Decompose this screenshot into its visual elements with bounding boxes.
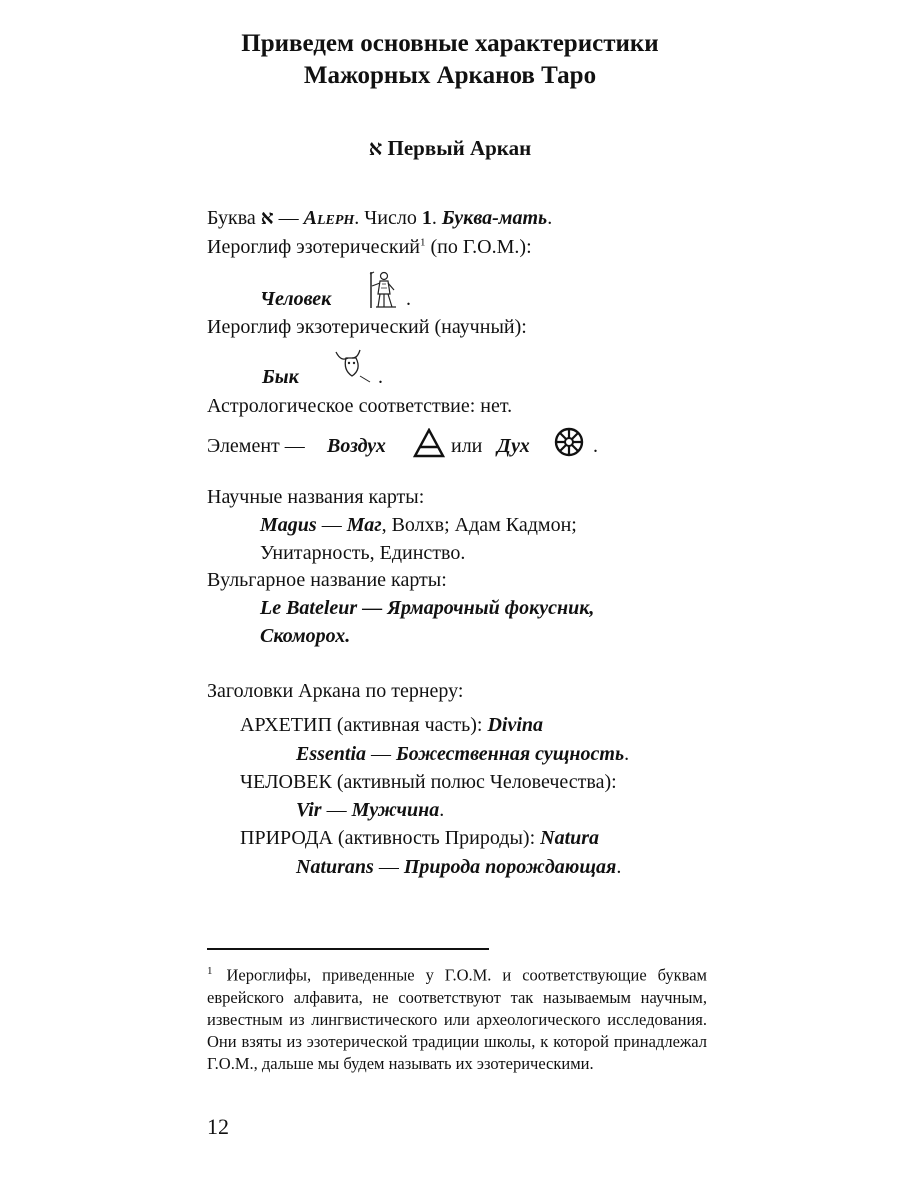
man-dash: — xyxy=(321,799,352,821)
letter-line xyxy=(207,207,552,230)
scientific-names-label: Научные названия карты: xyxy=(207,486,425,508)
scientific-russian: Маг xyxy=(346,514,382,536)
bull-head-icon xyxy=(330,346,374,392)
archetype-line-2 xyxy=(296,743,629,766)
element-prefix: Элемент — xyxy=(207,435,305,457)
scientific-names-line-2: Унитарность, Единство. xyxy=(260,542,466,564)
man-russian: Мужчина xyxy=(351,799,440,821)
mother-letter: Буква-мать xyxy=(441,207,548,229)
page-title-line-1: Приведем основные характеристики xyxy=(241,30,659,57)
letter-prefix: Буква xyxy=(207,207,261,229)
page-title-line-2: Мажорных Арканов Таро xyxy=(303,62,597,89)
nature-russian: Природа порождающая xyxy=(403,856,617,878)
element-spirit: Дух xyxy=(497,435,530,457)
vulgar-name-line-2: Скоморох. xyxy=(260,625,351,647)
arcana-number: 1 xyxy=(421,207,432,229)
nature-line-2 xyxy=(296,856,621,879)
exoteric-label: Иероглиф экзотерический (научный): xyxy=(207,316,527,338)
nature-end: . xyxy=(616,856,622,878)
man-latin: Vir xyxy=(296,799,322,821)
exoteric-end: . xyxy=(378,366,383,388)
esoteric-label-tail: (по Г.О.М.): xyxy=(425,236,532,258)
aleph-letter: א xyxy=(260,207,274,229)
aleph-name: Aleph xyxy=(303,207,355,229)
footnote xyxy=(207,960,707,1075)
exoteric-value: Бык xyxy=(262,366,299,388)
man-line-1: ЧЕЛОВЕК (активный полюс Человечества): xyxy=(240,771,617,793)
nature-latin-2: Naturans xyxy=(296,856,374,878)
page-number: 12 xyxy=(207,1114,229,1139)
scientific-latin: Magus xyxy=(260,514,317,536)
vulgar-name-label: Вульгарное название карты: xyxy=(207,569,447,591)
scientific-rest: , Волхв; Адам Кадмон; xyxy=(381,514,577,536)
letter-dash: — xyxy=(273,207,304,229)
archetype-dash: — xyxy=(366,743,397,765)
nature-head: ПРИРОДА (активность Природы): xyxy=(240,827,541,849)
vulgar-dash: — xyxy=(357,597,388,619)
spirit-wheel-icon xyxy=(553,426,585,464)
hebrew-letter-aleph: א xyxy=(368,136,383,160)
letter-line-end: . xyxy=(547,207,553,229)
scientific-dash: — xyxy=(316,514,347,536)
number-prefix: . Число xyxy=(354,207,422,229)
arcana-heading-text: Первый Аркан xyxy=(387,136,532,160)
archetype-latin-2: Essentia xyxy=(296,743,367,765)
footnote-ref[interactable]: 1 xyxy=(420,236,426,249)
ternary-label: Заголовки Аркана по тернеру: xyxy=(207,680,464,702)
standing-man-icon xyxy=(366,270,402,316)
astrology-line: Астрологическое соответствие: нет. xyxy=(207,395,513,417)
archetype-latin-1: Divina xyxy=(487,714,544,736)
archetype-head: АРХЕТИП (активная часть): xyxy=(240,714,488,736)
element-end: . xyxy=(593,435,598,457)
archetype-end: . xyxy=(624,743,630,765)
footnote-rule xyxy=(207,948,489,950)
vulgar-name-line-1 xyxy=(260,597,594,620)
scientific-names-line-1 xyxy=(260,514,577,537)
vulgar-latin: Le Bateleur xyxy=(260,597,358,619)
nature-latin-1: Natura xyxy=(540,827,600,849)
air-triangle-icon xyxy=(413,428,445,464)
nature-line-1 xyxy=(240,827,599,850)
archetype-russian: Божественная сущность xyxy=(396,743,625,765)
element-or: или xyxy=(451,435,483,457)
element-air: Воздух xyxy=(327,435,386,457)
nature-dash: — xyxy=(373,856,404,878)
man-end: . xyxy=(439,799,445,821)
esoteric-value: Человек xyxy=(260,288,332,310)
archetype-line-1 xyxy=(240,714,543,737)
vulgar-russian: Ярмарочный фокусник, xyxy=(387,597,595,619)
footnote-number: 1 xyxy=(207,965,213,977)
arcana-heading xyxy=(0,136,900,161)
esoteric-label xyxy=(207,236,532,259)
esoteric-label-text: Иероглиф эзотерический xyxy=(207,236,421,258)
number-dot: . xyxy=(431,207,442,229)
footnote-text: Иероглифы, приведенные у Г.О.М. и соответствующие буквам еврейского алфавита, не соответствуют так называемым научным, известным из лингвистического или археологического исследования. Они взяты из эзотерической традиции школы, к которой принадлежал Г.О.М., дальше мы будем называть их эзотерическими. xyxy=(207,965,707,1073)
esoteric-end: . xyxy=(406,288,411,310)
man-line-2 xyxy=(296,799,444,822)
